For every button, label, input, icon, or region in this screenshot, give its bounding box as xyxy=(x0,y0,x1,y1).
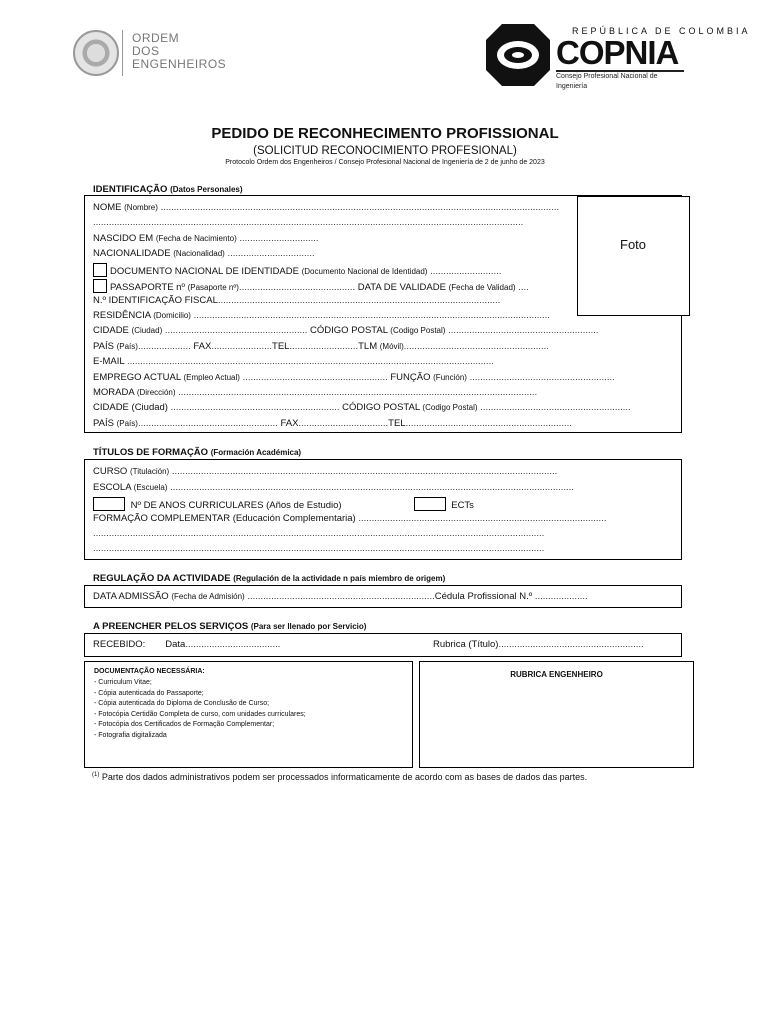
section-formacao-title: TÍTULOS DE FORMAÇÃO (Formación Académica) xyxy=(93,447,302,458)
oe-line-2: DOS xyxy=(132,44,160,58)
field-emprego[interactable]: EMPREGO ACTUAL (Empleo Actual) ....................................................... FUNÇÃO (Función) ....................................................... xyxy=(93,372,615,383)
ordem-engenheiros-logo-text xyxy=(132,32,226,71)
field-anos-ects[interactable]: Nº DE ANOS CURRICULARES (Años de Estudio) ECTs xyxy=(93,497,474,511)
field-admissao[interactable]: DATA ADMISSÃO (Fecha de Admisión) .......................................................................Cédula Profissional N.º .................... xyxy=(93,591,588,602)
ects-box[interactable] xyxy=(414,497,446,511)
field-complementar-cont2[interactable]: ........................................................................................................................................................................... xyxy=(93,543,545,554)
doc-item: - Fotocópia dos Certificados de Formação Complementar; xyxy=(94,721,275,728)
field-recebido[interactable]: RECEBIDO: Data.................................... xyxy=(93,639,281,650)
field-passaporte[interactable]: PASSAPORTE nº (Pasaporte nº)............................................ DATA DE VALIDADE (Fecha de Validad) .... xyxy=(93,279,529,293)
field-curso[interactable]: CURSO (Titulación) .................................................................................................................................................. xyxy=(93,466,558,477)
anos-box[interactable] xyxy=(93,497,125,511)
form-protocol: Protocolo Ordem dos Engenheiros / Consejo Profesional Nacional de Ingeniería de 2 de junho de 2023 xyxy=(225,159,545,166)
field-rubrica[interactable]: Rubrica (Título)....................................................... xyxy=(433,639,644,650)
copnia-logo-icon xyxy=(486,24,550,86)
footnote-mark: (1) xyxy=(92,772,100,778)
copnia-subtitle: Consejo Profesional Nacional de Ingeniería xyxy=(556,70,684,82)
field-morada[interactable]: MORADA (Dirección) ........................................................................................................................................ xyxy=(93,387,538,398)
logo-divider xyxy=(122,30,123,76)
checkbox-documento[interactable] xyxy=(93,263,107,277)
form-title: PEDIDO DE RECONHECIMENTO PROFISSIONAL xyxy=(211,125,559,142)
doc-item: - Cópia autenticada do Diploma de Conclusão de Curso; xyxy=(94,700,270,707)
doc-item: - Curriculum Vitae; xyxy=(94,679,152,686)
formacao-box xyxy=(84,459,682,560)
field-email[interactable]: E-MAIL ........................................................................................................................................... xyxy=(93,356,494,367)
photo-box[interactable] xyxy=(577,196,690,316)
section-regulacao-title: REGULAÇÃO DA ACTIVIDADE (Regulación de la actividade n país miembro de origem) xyxy=(93,573,446,584)
ordem-engenheiros-seal xyxy=(73,30,119,76)
doc-item: - Fotografia digitalizada xyxy=(94,731,167,739)
section-identificacao-title: IDENTIFICAÇÃO (Datos Personales) xyxy=(93,184,243,195)
section-servicos-title: A PREENCHER PELOS SERVIÇOS (Para ser llenado por Servicio) xyxy=(93,621,367,632)
doc-item: - Cópia autenticada do Passaporte; xyxy=(94,689,204,697)
doc-item: - Fotocópia Certidão Completa de curso, com unidades curriculares; xyxy=(94,710,306,718)
copnia-republic-text: REPÚBLICA DE COLOMBIA xyxy=(572,26,751,36)
field-cidade[interactable]: CIDADE (Ciudad) ...................................................... CÓDIGO POSTAL (Codigo Postal) ......................................................... xyxy=(93,325,599,336)
field-nome-cont[interactable]: ................................................................................................................................................................... xyxy=(93,217,524,228)
field-cidade-2[interactable]: CIDADE (Ciudad) ................................................................ CÓDIGO POSTAL (Codigo Postal) ......................................................... xyxy=(93,402,631,413)
footnote xyxy=(92,772,587,782)
regulacao-box xyxy=(84,585,682,608)
field-complementar-cont1[interactable]: ........................................................................................................................................................................... xyxy=(93,528,545,539)
copnia-name: COPNIA xyxy=(556,34,679,71)
field-residencia[interactable]: RESIDÊNCIA (Domicilio) ....................................................................................................................................... xyxy=(93,310,550,321)
field-nascido[interactable]: NASCIDO EM (Fecha de Nacimiento) .............................. xyxy=(93,233,319,244)
documentacao-list xyxy=(94,678,306,741)
field-complementar[interactable]: FORMAÇÃO COMPLEMENTAR (Educación Complementaria) .............................................................................................. xyxy=(93,513,607,524)
checkbox-passaporte[interactable] xyxy=(93,279,107,293)
documentacao-title: DOCUMENTAÇÃO NECESSÁRIA: xyxy=(94,668,205,675)
field-escola[interactable]: ESCOLA (Escuela) ......................................................................................................................................................... xyxy=(93,482,574,493)
field-fiscal[interactable]: N.º IDENTIFICAÇÃO FISCAL........................................................................................................... xyxy=(93,295,501,306)
field-nacionalidade[interactable]: NACIONALIDADE (Nacionalidad) ................................. xyxy=(93,248,315,259)
rubrica-engenheiro-title: RUBRICA ENGENHEIRO xyxy=(510,670,603,679)
form-subtitle: (SOLICITUD RECONOCIMIENTO PROFESIONAL) xyxy=(253,145,517,157)
field-pais-2[interactable]: PAÍS (País)..................................................... FAX..................................TEL............................................................... xyxy=(93,418,572,429)
servicos-box xyxy=(84,633,682,657)
rubrica-engenheiro-box[interactable] xyxy=(419,661,694,768)
field-pais[interactable]: PAÍS (País).................... FAX.......................TEL..........................TLM (Móvil)....................................................... xyxy=(93,341,549,352)
oe-line-3: ENGENHEIROS xyxy=(132,57,227,71)
photo-label: Foto xyxy=(620,237,647,252)
field-documento-identidade[interactable]: DOCUMENTO NACIONAL DE IDENTIDADE (Documento Nacional de Identidad) ........................... xyxy=(93,263,501,277)
field-nome[interactable]: NOME (Nombre) ....................................................................................................................................................... xyxy=(93,202,560,213)
oe-line-1: ORDEM xyxy=(132,31,180,45)
documentacao-box xyxy=(84,661,413,768)
footnote-text: Parte dos dados administrativos podem ser processados informaticamente de acordo com as bases de dados das partes. xyxy=(101,772,588,782)
